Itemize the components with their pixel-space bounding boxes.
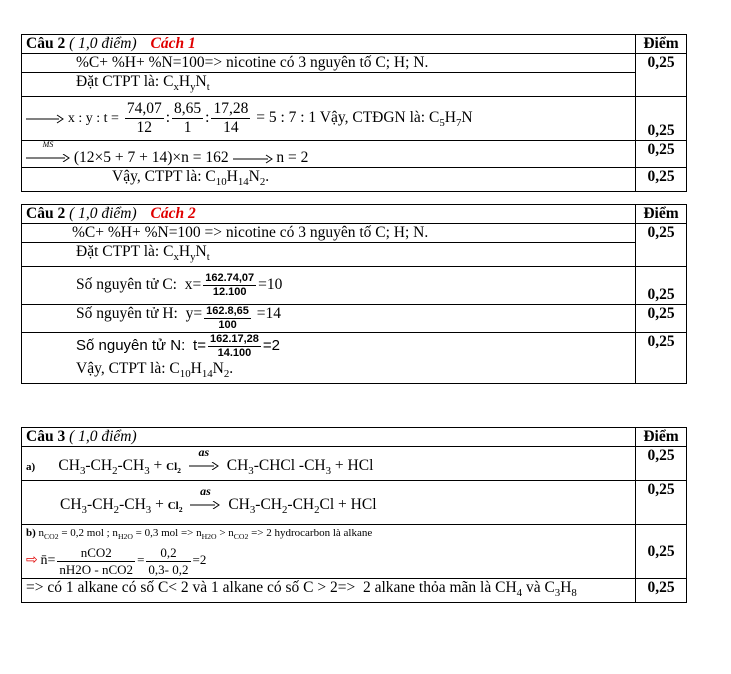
conclusion-line: => có 1 alkane có số C< 2 và 1 alkane có số C > 2=> 2 alkane thỏa mãn là $CH_4$ và $C_3H_8$	[22, 579, 636, 603]
fraction: $\frac{17,28}{14}$	[213, 100, 249, 137]
step-line: %C+ %H+ %N=100 => nicotine có 3 nguyên tố C; H; N.	[22, 224, 636, 243]
points-cell: 0,25	[636, 525, 687, 579]
points-cell: 0,25	[636, 54, 687, 97]
table-header	[22, 35, 636, 54]
points-cell: 0,25	[636, 579, 687, 603]
method-label: Cách 1	[150, 35, 196, 52]
points-cell: 0,25	[636, 481, 687, 525]
ratio-lhs: x : y : t =	[67, 111, 119, 127]
points-cell: 0,25	[636, 97, 687, 141]
formula-line: Đặt CTPT là: $C_xH_yN_t$	[22, 73, 636, 97]
question-title: Câu 2	[26, 205, 66, 222]
points-header: Điểm	[636, 35, 687, 54]
points-cell: 0,25	[636, 333, 687, 384]
answer-table-cau2-cach2	[21, 204, 687, 384]
conclusion-line: Vậy, CTPT là: $C_{10}H_{14}N_2$.	[22, 168, 636, 192]
question-points: ( 1,0 điểm)	[69, 428, 137, 445]
mass-line: MS (12×5 + 7 + 14)×n = 162 n = 2	[22, 141, 636, 168]
question-title: Câu 3	[26, 428, 66, 445]
question-points: ( 1,0 điểm)	[69, 35, 137, 52]
reaction-line-2: $CH_3-CH_2-CH_3 + Cl_2$ as $CH_3-CH_2-CH_2Cl$ + HCl	[22, 481, 636, 525]
points-header: Điểm	[636, 428, 687, 447]
hydrogen-count-line: Số nguyên tử H: y= $\frac{162.8,65}{100}$ =14	[22, 305, 636, 333]
points-cell: 0,25	[636, 168, 687, 192]
points-cell: 0,25	[636, 305, 687, 333]
mol-line: b) $n_{CO2} = 0,2$ mol ; $n_{H2O} = 0,3$ mol => $n_{H2O} > n_{CO2} => 2$ hydrocarbon là alkane ⇨ n̄= $\frac{\text{nCO2}}{\text{nH2O - nCO2}}$ = $\frac{0,2}{0,3- 0,2}$ =2	[22, 525, 636, 579]
method-label: Cách 2	[150, 205, 196, 222]
question-title: Câu 2	[26, 35, 66, 52]
formula-line: Đặt CTPT là: $C_xH_yN_t$	[22, 243, 636, 267]
fraction: $\frac{74,07}{12}$	[126, 100, 162, 137]
answer-table-cau3	[21, 427, 687, 603]
table-header	[22, 428, 636, 447]
fraction: $\frac{8,65}{1}$	[174, 100, 202, 137]
step-line: %C+ %H+ %N=100=> nicotine có 3 nguyên tố C; H; N.	[22, 54, 636, 73]
answer-table-cau2-cach1	[21, 34, 687, 192]
points-cell: 0,25	[636, 224, 687, 267]
ratio-rhs: = 5 : 7 : 1	[256, 109, 317, 127]
nitrogen-count-line: Số nguyên tử N: t= $\frac{162.17,28}{14.100}$ =2 Vậy, CTPT là: $C_{10}H_{14}N_2$.	[22, 333, 636, 384]
points-cell: 0,25	[636, 141, 687, 168]
table-header	[22, 205, 636, 224]
arrow-icon: ⇨	[26, 553, 38, 569]
carbon-count-line: Số nguyên tử C: x= $\frac{162.74,07}{12.100}$ =10	[22, 267, 636, 305]
points-header: Điểm	[636, 205, 687, 224]
ratio-line: x : y : t = $\frac{74,07}{12}$ : $\frac{8,65}{1}$ : $\frac{17,28}{14}$ = 5 : 7 : 1 Vậy, CTĐGN là: $C_5H_7N$	[22, 97, 636, 141]
points-cell: 0,25	[636, 447, 687, 481]
points-cell: 0,25	[636, 267, 687, 305]
reaction-line-1: a) $CH_3-CH_2-CH_3 + Cl_2$ as $CH_3$-CHCl $-CH_3$ + HCl	[22, 447, 636, 481]
question-points: ( 1,0 điểm)	[69, 205, 137, 222]
